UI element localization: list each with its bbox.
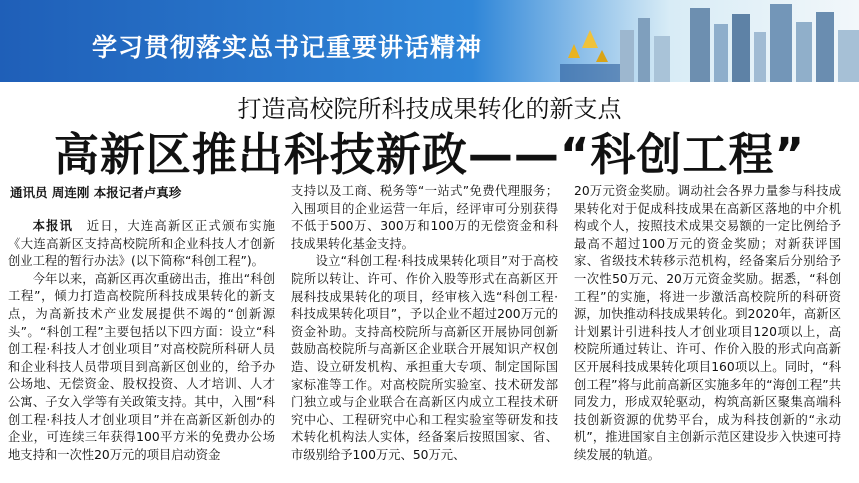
paragraph-text: 近日，大连高新区正式颁布实施《大连高新区支持高校院所和企业科技人才创新创业工程的暂行办法》(以下简称“科创工程”)。 — [8, 219, 275, 269]
lead-paragraph — [8, 218, 275, 271]
paragraph: 今年以来，高新区再次重磅出击，推出“科创工程”，倾力打造高校院所科技成果转化的新支点，为高新技术产业发展提供不竭的“创新源头”。“科创工程”主要包括以下四方面：设立“科创工程·科技人才创业项目”对高校院所科研人员和企业科技人员带项目到高新区创业的，给予办公场地、无偿资金、股权投资、人才培训、人才公寓、子女入学等有关政策支持。其中，入围“科创工程·科技人才创业项目”并在高新区新创办的企业，可连续三年获得100平方米的免费办公场地支持和一次性20万元的项目启动资金 — [8, 271, 275, 462]
article-column-3 — [574, 183, 841, 465]
paragraph: 支持以及工商、税务等“一站式”免费代理服务；入围项目的企业运营一年后，经评审可分别获得不低于500万、300万和100万的无偿资金和科技成果转化基金支持。 — [291, 184, 558, 251]
header-banner — [0, 0, 859, 82]
article-column-2 — [291, 183, 558, 465]
article-column-1 — [8, 218, 275, 464]
article-headline: 高新区推出科技新政——“科创工程” — [53, 128, 806, 181]
banner-title: 学习贯彻落实总书记重要讲话精神 — [92, 33, 483, 62]
article-subtitle: 打造高校院所科技成果转化的新支点 — [237, 95, 622, 123]
lead-label: 本报讯 — [32, 219, 74, 233]
article-byline: 通讯员 周连刚 本报记者卢真珍 — [10, 185, 182, 200]
city-skyline-graphic — [560, 0, 859, 82]
paragraph: 设立“科创工程·科技成果转化项目”对于高校院所以转让、许可、作价入股等形式在高新区开展科技成果转化的项目，经审核入选“科创工程·科技成果转化项目”，予以企业不超过200万元的资金补助。支持高校院所与高新区开展协同创新鼓励高校院所与高新区企业联合开展知识产权创造、设立研发机构、承担重大专项、制定国际国家标准等工作。对高校院所实验室、技术研发部门独立或与企业联合在高新区内成立工程技术研究中心、工程研究中心和工程实验室等研发和技术转化机构法人实体，经备案后按照国家、省、市级别给予100万元、50万元、 — [291, 254, 558, 462]
paragraph: 20万元资金奖励。调动社会各界力量参与科技成果转化对于促成科技成果在高新区落地的中介机构或个人，按照技术成果交易额的一定比例给予最高不超过100万元的资金奖励；对新获评国家、省级技术转移示范机构，经备案后分别给予一次性50万元、20万元资金奖励。据悉，“科创工程”的实施，将进一步激活高校院所的科研资源，加快推动科技成果转化。到2020年，高新区计划累计引进科技人才创业项目120项以上，高校院所通过转让、许可、作价入股的形式向高新区开展科技成果转化项目160项以上。同时，“科创工程”将与此前高新区实施多年的“海创工程”共同发力，形成双轮驱动，构筑高新区聚集高端科技创新资源的优势平台，成为科技创新的“永动机”，推进国家自主创新示范区建设步入快速可持续发展的轨道。 — [574, 184, 841, 462]
